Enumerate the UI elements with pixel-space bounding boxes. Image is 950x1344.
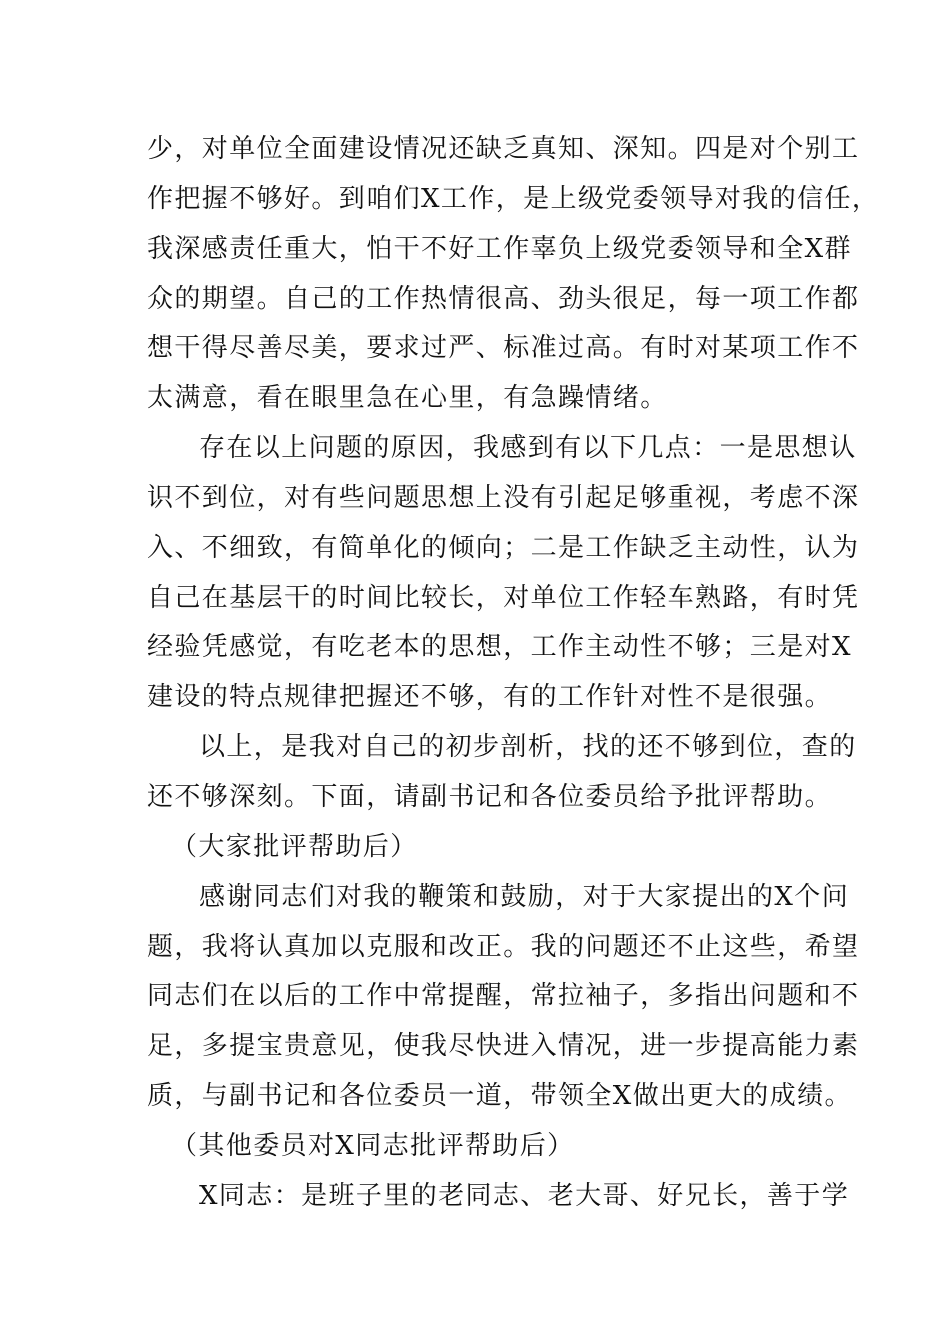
stage-direction-line: （大家批评帮助后） [171,831,418,862]
text-line: 存在以上问题的原因，我感到有以下几点：一是思想认 [199,433,857,464]
text-line: 自己在基层干的时间比较长，对单位工作轻车熟路，有时凭 [147,582,860,613]
text-line: 感谢同志们对我的鞭策和鼓励，对于大家提出的X个问 [199,881,850,912]
text-line: 入、不细致，有简单化的倾向；二是工作缺乏主动性，认为 [147,532,860,563]
text-line: 太满意，看在眼里急在心里，有急躁情绪。 [147,383,668,414]
text-line: 经验凭感觉，有吃老本的思想，工作主动性不够；三是对X [147,632,852,663]
text-line: 作把握不够好。到咱们X工作，是上级党委领导对我的信任， [147,183,880,214]
text-line: 题，我将认真加以克服和改正。我的问题还不止这些，希望 [147,931,860,962]
text-line: 我深感责任重大，怕干不好工作辜负上级党委领导和全X群 [147,233,852,264]
text-line: 少，对单位全面建设情况还缺乏真知、深知。四是对个别工 [147,134,860,164]
text-line: X同志：是班子里的老同志、老大哥、好兄长，善于学 [199,1180,850,1211]
text-line: 质，与副书记和各位委员一道，带领全X做出更大的成绩。 [147,1081,852,1112]
text-line: 足，多提宝贵意见，使我尽快进入情况，进一步提高能力素 [147,1031,860,1062]
document-body [147,125,880,1222]
text-line: 同志们在以后的工作中常提醒，常拉袖子，多指出问题和不 [147,981,860,1012]
text-line: 还不够深刻。下面，请副书记和各位委员给予批评帮助。 [147,781,833,812]
text-line: 众的期望。自己的工作热情很高、劲头很足，每一项工作都 [147,283,860,314]
text-line: 建设的特点规律把握还不够，有的工作针对性不是很强。 [147,682,833,713]
stage-direction-line: （其他委员对X同志批评帮助后） [171,1130,575,1161]
text-line: 想干得尽善尽美，要求过严、标准过高。有时对某项工作不 [147,333,860,364]
text-line: 识不到位，对有些问题思想上没有引起足够重视，考虑不深 [147,482,860,513]
text-line: 以上，是我对自己的初步剖析，找的还不够到位，查的 [199,732,857,763]
